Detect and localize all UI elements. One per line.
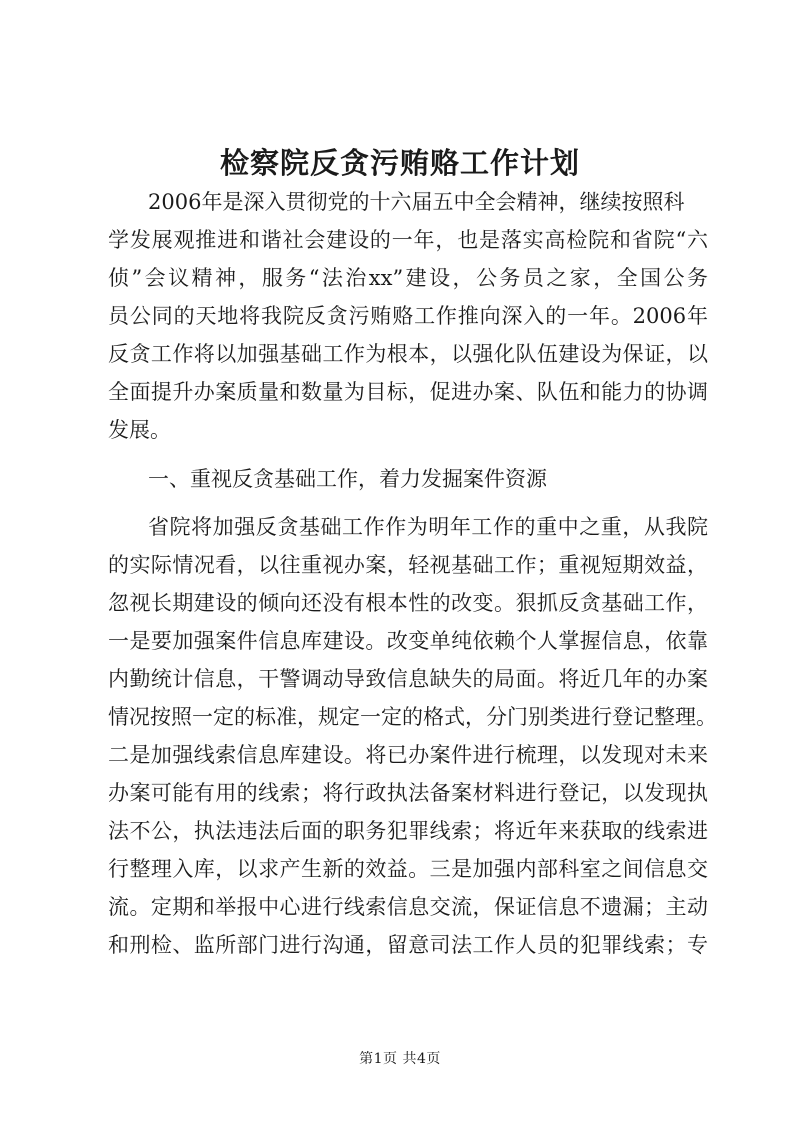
paragraph-line: 反贪工作将以加强基础工作为根本，以强化队伍建设为保证，以 xyxy=(108,342,708,366)
paragraph-line: 的实际情况看，以往重视办案，轻视基础工作；重视短期效益， xyxy=(108,553,708,577)
document-title: 检察院反贪污贿赂工作计划 xyxy=(219,146,580,180)
paragraph-line: 流。定期和举报中心进行线索信息交流，保证信息不遗漏；主动 xyxy=(108,895,708,919)
paragraph-line: 发展。 xyxy=(108,418,171,442)
paragraph-line: 忽视长期建设的倾向还没有根本性的改变。狠抓反贪基础工作， xyxy=(108,591,708,615)
paragraph-line: 省院将加强反贪基础工作作为明年工作的重中之重，从我院 xyxy=(148,515,708,539)
paragraph-line: 法不公，执法违法后面的职务犯罪线索；将近年来获取的线索进 xyxy=(108,819,708,843)
paragraph-line: 和刑检、监所部门进行沟通，留意司法工作人员的犯罪线索；专 xyxy=(108,933,708,957)
paragraph-line: 员公同的天地将我院反贪污贿赂工作推向深入的一年。2006年 xyxy=(108,304,708,328)
paragraph-line: 一是要加强案件信息库建设。改变单纯依赖个人掌握信息，依靠 xyxy=(108,629,708,653)
section-heading: 一、重视反贪基础工作，着力发掘案件资源 xyxy=(148,467,547,491)
paragraph-line: 内勤统计信息，干警调动导致信息缺失的局面。将近几年的办案 xyxy=(108,667,708,691)
paragraph-line: 情况按照一定的标准，规定一定的格式，分门别类进行登记整理。 xyxy=(108,705,717,729)
paragraph-line: 二是加强线索信息库建设。将已办案件进行梳理，以发现对未来 xyxy=(108,743,708,767)
paragraph-line: 侦”会议精神，服务“法治xx”建设，公务员之家，全国公务 xyxy=(108,266,708,290)
paragraph-line: 学发展观推进和谐社会建设的一年，也是落实高检院和省院“六 xyxy=(108,228,708,252)
page-number-footer: 第1页 共4页 xyxy=(359,1051,441,1067)
paragraph-line: 办案可能有用的线索；将行政执法备案材料进行登记，以发现执 xyxy=(108,781,708,805)
paragraph-line: 行整理入库，以求产生新的效益。三是加强内部科室之间信息交 xyxy=(108,857,708,881)
paragraph-line: 2006年是深入贯彻党的十六届五中全会精神，继续按照科 xyxy=(148,190,685,214)
paragraph-line: 全面提升办案质量和数量为目标，促进办案、队伍和能力的协调 xyxy=(108,380,708,404)
